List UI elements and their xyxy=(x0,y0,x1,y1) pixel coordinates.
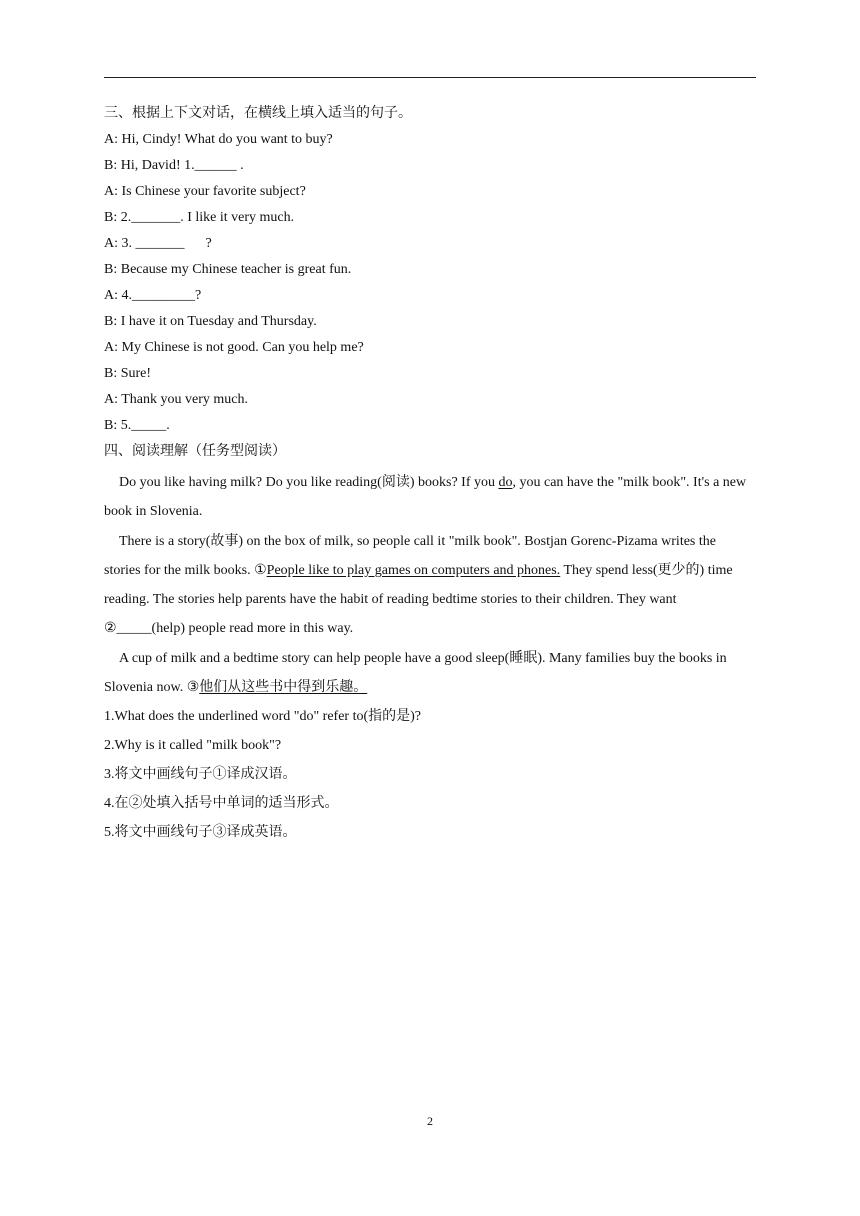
dialogue-line: A: 3. _______ ? xyxy=(104,236,212,251)
underlined-sentence-3: 他们从这些书中得到乐趣。 xyxy=(199,680,368,696)
dialogue-line: A: My Chinese is not good. Can you help me? xyxy=(104,340,364,355)
passage-text: Do you like having milk? Do you like reading(阅读) books? If you xyxy=(119,475,499,490)
dialogue-line: B: 5._____. xyxy=(104,418,170,433)
section-3-heading: 三、根据上下文对话，在横线上填入适当的句子。 xyxy=(104,106,412,121)
dialogue-line: A: Thank you very much. xyxy=(104,392,248,407)
underlined-word: do xyxy=(498,475,513,490)
passage-paragraph-2 xyxy=(104,527,756,644)
dialogue-line: B: 2._______. I like it very much. xyxy=(104,210,295,225)
page-content xyxy=(104,104,756,847)
dialogue-line: A: Hi, Cindy! What do you want to buy? xyxy=(104,132,333,147)
passage-text: , you can have the "milk book". It's a new book in Slovenia. xyxy=(104,475,747,520)
dialogue-line: A: Is Chinese your favorite subject? xyxy=(104,184,306,199)
dialogue-line: B: Because my Chinese teacher is great fun. xyxy=(104,262,352,277)
page-number: 2 xyxy=(427,1114,433,1128)
question: 2.Why is it called "milk book"? xyxy=(104,738,282,754)
passage-text: A cup of milk and a bedtime story can help people have a good sleep(睡眠). Many families buy the books in Slovenia now. ③ xyxy=(104,650,727,696)
question: 4.在②处填入括号中单词的适当形式。 xyxy=(104,796,339,812)
passage-paragraph-1 xyxy=(104,468,756,527)
dialogue-line: B: I have it on Tuesday and Thursday. xyxy=(104,314,317,329)
dialogue-line: A: 4._________? xyxy=(104,288,202,303)
question: 5.将文中画线句子③译成英语。 xyxy=(104,825,297,841)
passage-text: There is a story(故事) on the box of milk, so people call it "milk book". Bostjan Gorenc-Pizama writes the stories for the milk books. ① xyxy=(104,533,716,578)
dialogue xyxy=(104,130,756,442)
question: 1.What does the underlined word "do" refer to(指的是)? xyxy=(104,709,421,725)
passage-text: They spend less(更少的) time reading. The stories help parents have the habit of reading bedtime stories to their children. They want ②_____(help) people read more in this way. xyxy=(104,562,733,637)
section-4-heading: 四、阅读理解（任务型阅读） xyxy=(104,444,286,459)
dialogue-line: B: Sure! xyxy=(104,366,152,381)
question-list xyxy=(104,702,756,847)
header-rule xyxy=(104,77,756,78)
underlined-sentence-1: People like to play games on computers and phones. xyxy=(266,562,561,578)
dialogue-line: B: Hi, David! 1.______ . xyxy=(104,158,244,173)
question: 3.将文中画线句子①译成汉语。 xyxy=(104,767,297,783)
passage-paragraph-3 xyxy=(104,644,756,703)
